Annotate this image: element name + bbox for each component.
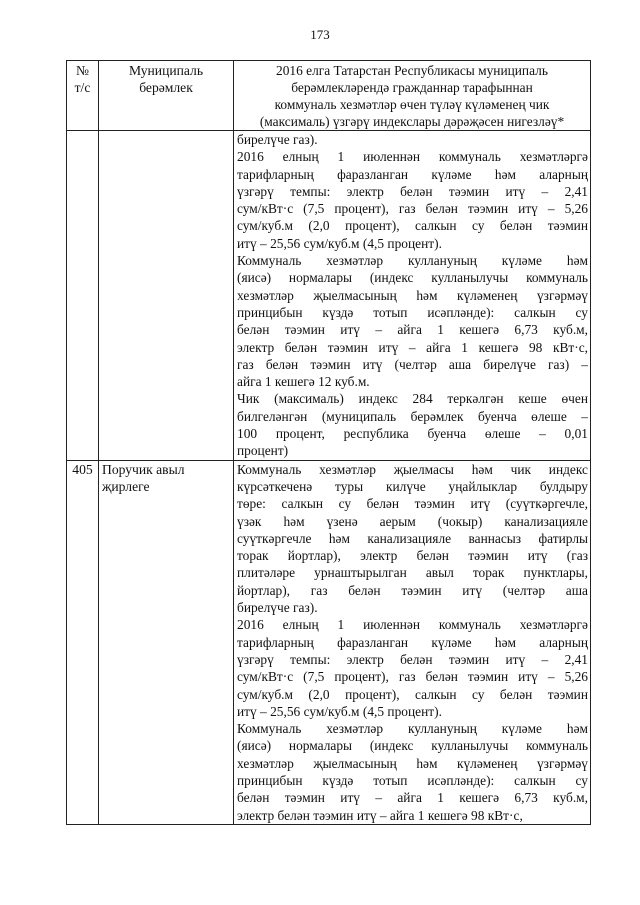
paragraph [237,720,588,824]
header-text: т/с [74,80,91,95]
text-line: Чик (максималь) индекс 284 теркәлгән кеше өчен [237,391,588,407]
text-line: үзгәрү темпы: электр белән тәэмин итү – 2,41 [237,183,588,199]
text-line: тарифларның фаразланган күләме һәм аларның [237,166,588,182]
paragraph [237,390,588,459]
paragraph [237,131,588,148]
paragraph [237,252,588,390]
municipality-cell [99,460,234,824]
text-line: 2016 елның 1 июленнән коммуналь хезмәтләргә [237,149,588,165]
text-line: тарифларның фаразланган күләме һәм аларның [237,634,588,650]
text-line: бирелүче газ). [237,600,318,616]
text-line: электр белән тәэмин итү – айга 1 кешегә 98 кВт·с, [237,339,588,355]
text-line: плитәләре урнаштырылган авыл торак пунктлары, [237,565,588,581]
text-line: 2016 елның 1 июленнән коммуналь хезмәтләргә [237,617,588,633]
text-line: белән тәэмин итү – айга 1 кешегә 6,73 куб.м, [237,790,588,806]
header-number [67,61,99,131]
row-number: 405 [67,460,99,824]
header-text: № [76,63,89,78]
justification-cell [234,460,591,824]
paragraph [237,148,588,252]
text-line: Коммуналь хезмәтләр куллануның күләме һәм [237,721,588,737]
header-text: берәмлекләрендә гражданнар тарафыннан [291,80,533,95]
header-text: берәмлек [139,80,193,95]
text-line: принцибын күздә тотып исәпләнде): салкын су [237,772,588,788]
table-row [67,131,591,461]
text-line: йортлар), газ белән тәэмин итү (челтәр аша [237,582,588,598]
paragraph [237,616,588,720]
justification-cell [234,131,591,461]
text-line: газ белән тәэмин итү (челтәр аша бирелүче газ) – [237,356,588,372]
text-line: (яисә) нормалары (индекс кулланылучы коммуналь [237,270,588,286]
header-municipality [99,61,234,131]
header-text: (максималь) үзгәрү индекслары дәрәҗәсен нигезләү* [259,114,565,129]
text-line: билгеләнгән (муниципаль берәмлек буенча өлеше – [237,408,588,424]
text-line: сум/куб.м (2,0 процент), салкын су белән тәэмин [237,686,588,702]
table-row [67,460,591,824]
header-text: коммуналь хезмәтләр өчен түләү күләменең чик [274,97,550,112]
text-line: суүткәргечле һәм канализацияле ваннасыз фатирлы [237,530,588,546]
header-text: 2016 елга Татарстан Республикасы муниципаль [276,63,548,78]
text-line: үзәк һәм үзенә аерым (чокыр) канализацияле [237,513,588,529]
text-line: Коммуналь хезмәтләр куллануның күләме һәм [237,253,588,269]
municipality-cell [99,131,234,461]
text-line: айга 1 кешегә 12 куб.м. [237,374,370,390]
text-line: сум/кВт·с (7,5 процент), газ белән тәэмин итү – 5,26 [237,201,588,217]
text-line: итү – 25,56 сум/куб.м (4,5 процент). [237,703,442,719]
text-line: сум/кВт·с (7,5 процент), газ белән тәэмин итү – 5,26 [237,669,588,685]
text-line: белән тәэмин итү – айга 1 кешегә 6,73 куб.м, [237,322,588,338]
text-line: хезмәтләр җыелмасының һәм күләменең үзгәрмәү [237,287,588,303]
text-line: күрсәткеченә туры килүче уңайлыклар булдыру [237,478,588,494]
text-line: сум/куб.м (2,0 процент), салкын су белән тәэмин [237,218,588,234]
row-number [67,131,99,461]
paragraph [237,461,588,617]
text-line: Коммуналь хезмәтләр җыелмасы һәм чик индекс [237,461,588,477]
text-line: төре: салкын су белән тәэмин итү (суүткәргечле, [237,496,588,512]
text-line: (яисә) нормалары (индекс кулланылучы коммуналь [237,738,588,754]
text-line: үзгәрү темпы: электр белән тәэмин итү – 2,41 [237,651,588,667]
table-header-row [67,61,591,131]
text-line: процент) [237,443,289,459]
text-line: итү – 25,56 сум/куб.м (4,5 процент). [237,235,442,251]
municipality-name-line: Поручик авыл [102,461,185,477]
header-justification [234,61,591,131]
header-text: Муниципаль [128,63,204,78]
text-line: хезмәтләр җыелмасының һәм күләменең үзгәрмәү [237,755,588,771]
data-table [66,60,591,825]
text-line: принцибын күздә тотып исәпләнде): салкын су [237,304,588,320]
text-line: бирелүче газ). [237,132,318,147]
text-line: торак йортлар), электр белән тәэмин итү (газ [237,548,588,564]
text-line: электр белән тәэмин итү – айга 1 кешегә 98 кВт·с, [237,807,523,823]
page-number: 173 [310,27,330,42]
text-line: 100 процент, республика буенча өлеше – 0,01 [237,426,588,442]
municipality-name-line: җирлеге [102,478,150,494]
